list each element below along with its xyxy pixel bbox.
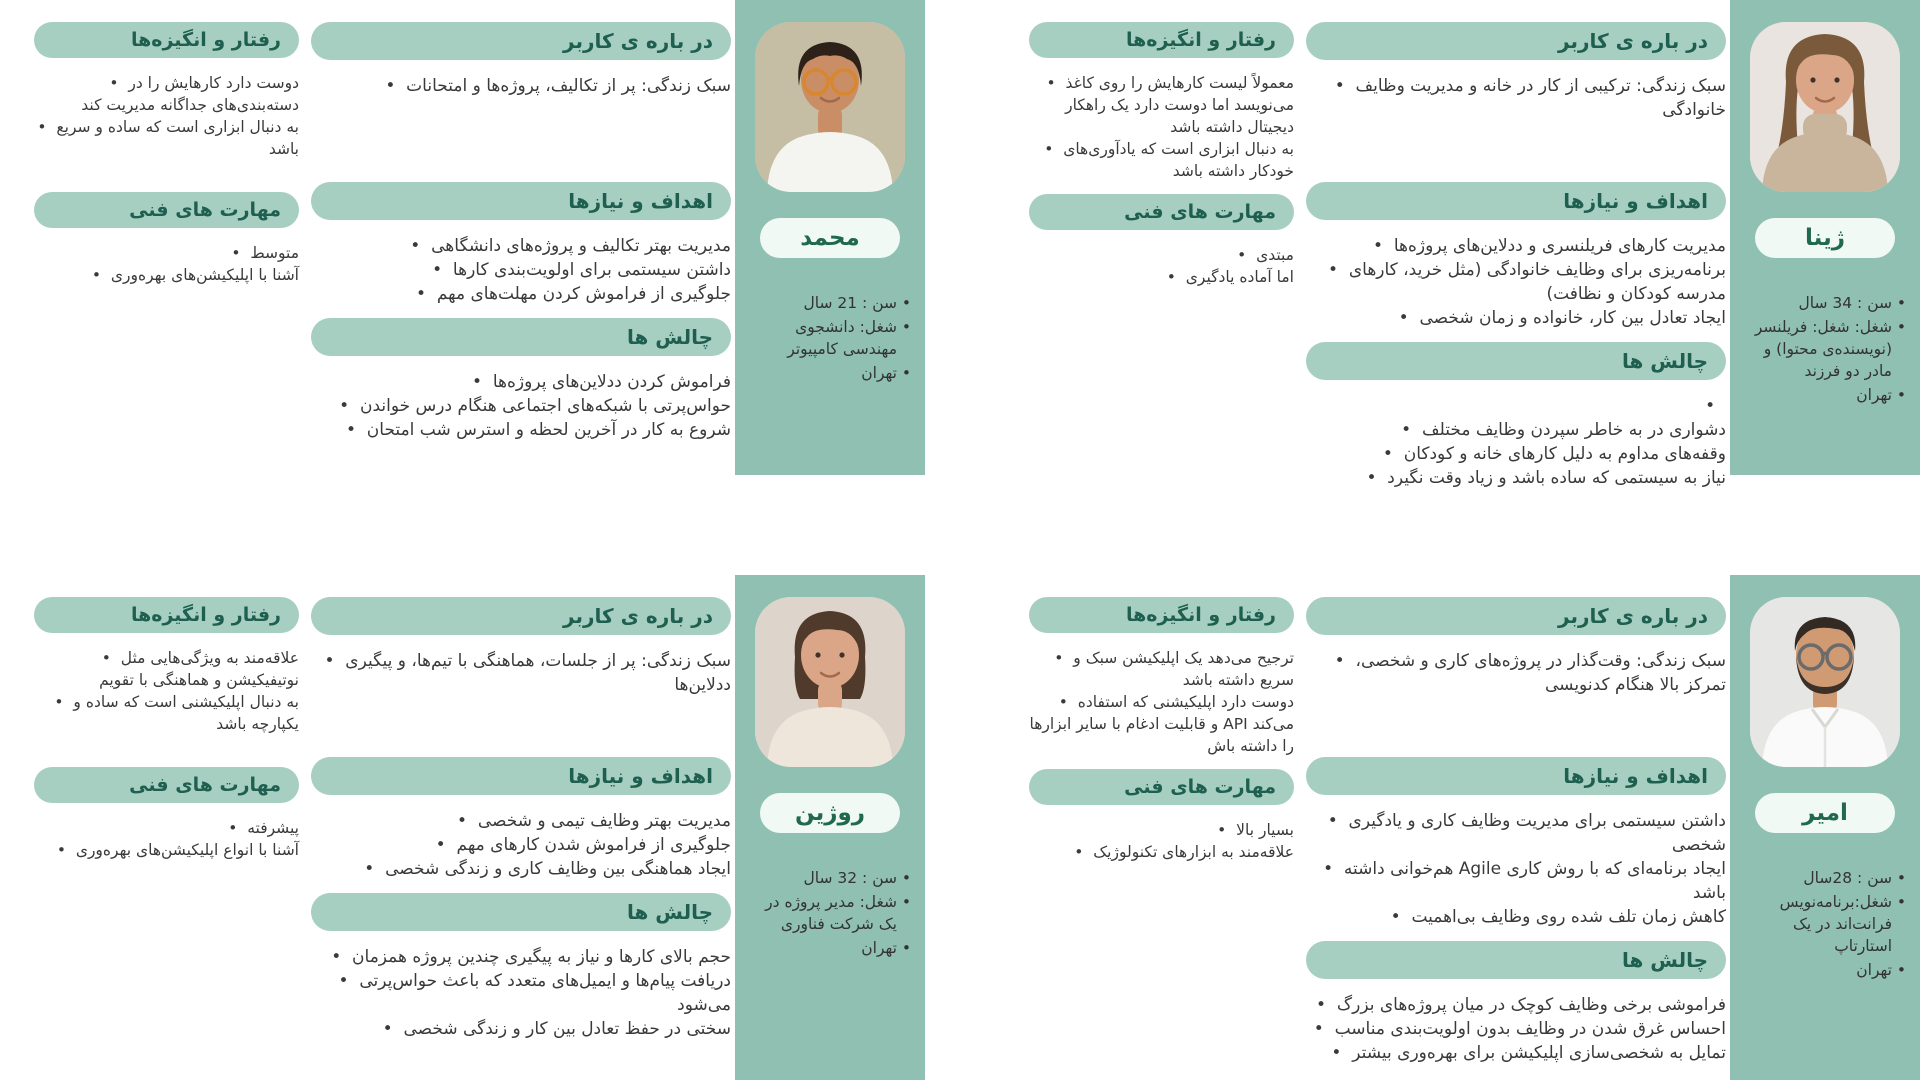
- bullet-text: به دنبال اپلیکیشنی است که ساده و یکپارچه باشد: [73, 693, 299, 733]
- bullet-item: [34, 647, 299, 691]
- bullet-text: تهران: [1856, 961, 1892, 979]
- bullet-text: سن : 28سال: [1803, 869, 1892, 887]
- goals-section-header: [311, 757, 731, 795]
- persona-card: [995, 575, 1920, 1080]
- persona-card: [0, 575, 935, 1080]
- skills-section: [34, 767, 299, 861]
- bullet-item: [34, 264, 299, 286]
- bullet-item: [34, 242, 299, 264]
- goals-section-header: [1306, 757, 1726, 795]
- bullet-text: به دنبال ابزاری است که یادآوری‌های خودکار داشته باشد: [1063, 140, 1294, 180]
- main-column: [1306, 22, 1726, 502]
- bullet-text: داشتن سیستمی برای اولویت‌بندی کارها: [452, 260, 731, 280]
- challenges-section-title: چالش ها: [626, 325, 713, 349]
- behavior-skills-column: [1029, 597, 1294, 875]
- persona-name: محمد: [800, 225, 860, 251]
- bullet-item: [34, 839, 299, 861]
- bullet-text: معمولاً لیست کارهایش را روی کاغذ می‌نویسد اما دوست دارد یک راهکار دیجیتال داشته باشد: [1065, 74, 1294, 136]
- bullet-text: پیشرفته: [247, 819, 299, 837]
- bullet-item: [745, 867, 911, 889]
- bullet-text: حجم بالای کارها و نیاز به پیگیری چندین پروژه همزمان: [352, 947, 731, 967]
- bullet-item: [34, 116, 299, 160]
- bullet-text: تهران: [861, 364, 897, 382]
- behavior-section-header: [34, 22, 299, 58]
- about-section: [311, 22, 731, 170]
- bullet-text: ایجاد تعادل بین کار، خانواده و زمان شخصی: [1419, 308, 1726, 328]
- persona-sidebar: [735, 575, 925, 1080]
- about-list: [311, 74, 731, 98]
- bullet-text: مدیریت بهتر تکالیف و پروژه‌های دانشگاهی: [431, 236, 731, 256]
- bullet-item: [311, 370, 731, 394]
- bullet-item: [1306, 74, 1726, 122]
- bullet-item: [1740, 959, 1906, 981]
- skills-list: [1029, 819, 1294, 863]
- about-section: [311, 597, 731, 745]
- behavior-section-header: [34, 597, 299, 633]
- main-column: [311, 597, 731, 1053]
- bullet-item: [311, 833, 731, 857]
- challenges-section-title: چالش ها: [626, 900, 713, 924]
- skills-section: [1029, 769, 1294, 863]
- bullet-item: [311, 945, 731, 969]
- bullet-item: [311, 418, 731, 442]
- skills-list: [34, 242, 299, 286]
- goals-section: [311, 182, 731, 306]
- bullet-item: [311, 74, 731, 98]
- behavior-skills-column: [34, 22, 299, 298]
- bullet-item: [1306, 306, 1726, 330]
- bullet-item: [1029, 244, 1294, 266]
- challenges-section-header: [311, 893, 731, 931]
- bullet-item: [1306, 466, 1726, 490]
- skills-section-header: [34, 767, 299, 803]
- behavior-section-title: رفتار و انگیزه‌ها: [1125, 604, 1276, 626]
- goals-section-header: [1306, 182, 1726, 220]
- behavior-list: [1029, 647, 1294, 757]
- about-section-title: در باره ی کاربر: [1558, 604, 1708, 628]
- bullet-item: [1306, 993, 1726, 1017]
- persona-card: [0, 0, 935, 540]
- bullet-text: شغل: مدیر پروژه در یک شرکت فناوری: [765, 893, 897, 933]
- bullet-item: [1029, 691, 1294, 757]
- bullet-item: [745, 316, 911, 360]
- bullet-item: [1029, 819, 1294, 841]
- bullet-item: [1740, 316, 1906, 382]
- persona-name-badge: [1755, 793, 1895, 833]
- bullet-item: [34, 817, 299, 839]
- bullet-item: [1306, 905, 1726, 929]
- persona-name-badge: [760, 793, 900, 833]
- bullet-item: [311, 649, 731, 697]
- bullet-text: جلوگیری از فراموش شدن کارهای مهم: [456, 835, 731, 855]
- bullet-item: [1029, 266, 1294, 288]
- skills-section-title: مهارت های فنی: [1124, 776, 1276, 798]
- goals-section-header: [311, 182, 731, 220]
- about-section-title: در باره ی کاربر: [563, 29, 713, 53]
- bullet-text: فراموش کردن ددلاین‌های پروژه‌ها: [492, 372, 731, 392]
- bullet-text: سن : 32 سال: [803, 869, 897, 887]
- goals-section-title: اهداف و نیازها: [568, 764, 713, 788]
- challenges-list: [1306, 993, 1726, 1065]
- bullet-text: سبک زندگی: وقت‌گذار در پروژه‌های کاری و شخصی، تمرکز بالا هنگام کدنویسی: [1355, 651, 1726, 695]
- bullet-item: [1306, 649, 1726, 697]
- behavior-list: [34, 72, 299, 160]
- bullet-item: [1029, 647, 1294, 691]
- behavior-section-title: رفتار و انگیزه‌ها: [1125, 29, 1276, 51]
- persona-photo: [755, 597, 905, 767]
- main-column: [311, 22, 731, 454]
- bullet-item: [311, 1017, 731, 1041]
- bullet-item: [1306, 1017, 1726, 1041]
- bullet-text: علاقه‌مند به ابزارهای تکنولوژیک: [1093, 843, 1294, 861]
- skills-section-header: [34, 192, 299, 228]
- goals-list: [311, 809, 731, 881]
- bullet-text: مدیریت کارهای فریلنسری و ددلاین‌های پروژه‌ها: [1393, 236, 1726, 256]
- goals-list: [1306, 809, 1726, 929]
- bullet-item: [1306, 442, 1726, 466]
- bullet-text: شروع به کار در آخرین لحظه و استرس شب امتحان: [366, 420, 731, 440]
- bullet-item: [1306, 234, 1726, 258]
- bullet-text: شغل:برنامه‌نویس فرانت‌اند در یک استارتاپ: [1779, 893, 1892, 955]
- bullet-text: علاقه‌مند به ویژگی‌هایی مثل نوتیفیکیشن و هماهنگی با تقویم: [99, 649, 299, 689]
- about-list: [1306, 649, 1726, 697]
- bullet-item: [311, 258, 731, 282]
- bullet-item: [1740, 292, 1906, 314]
- persona-sidebar: [1730, 575, 1920, 1080]
- challenges-section: [1306, 342, 1726, 490]
- persona-photo: [755, 22, 905, 192]
- goals-section: [1306, 757, 1726, 929]
- goals-section: [311, 757, 731, 881]
- main-column: [1306, 597, 1726, 1077]
- bullet-item: [311, 394, 731, 418]
- challenges-section-header: [311, 318, 731, 356]
- bullet-item: [311, 282, 731, 306]
- goals-section-title: اهداف و نیازها: [1563, 764, 1708, 788]
- bullet-text: شغل: دانشجوی مهندسی کامپیوتر: [787, 318, 897, 358]
- bullet-text: تمایل به شخصی‌سازی اپلیکیشن برای بهره‌وری بیشتر: [1352, 1043, 1726, 1063]
- behavior-section-title: رفتار و انگیزه‌ها: [130, 604, 281, 626]
- about-section-header: [311, 22, 731, 60]
- bullet-text: سن : 34 سال: [1798, 294, 1892, 312]
- bullet-text: برنامه‌ریزی برای وظایف خانوادگی (مثل خرید، کارهای مدرسه کودکان و نظافت): [1348, 260, 1726, 304]
- bullet-item: [1306, 394, 1726, 418]
- bullet-item: [34, 72, 299, 116]
- persona-name-badge: [760, 218, 900, 258]
- bullet-text: سبک زندگی: ترکیبی از کار در خانه و مدیریت وظایف خانوادگی: [1355, 76, 1726, 120]
- bullet-text: ایجاد هماهنگی بین وظایف کاری و زندگی شخصی: [385, 859, 731, 879]
- about-section-title: در باره ی کاربر: [563, 604, 713, 628]
- skills-section-header: [1029, 769, 1294, 805]
- bullet-item: [1740, 891, 1906, 957]
- bullet-item: [34, 691, 299, 735]
- bullet-text: دوست دارد اپلیکیشنی که استفاده می‌کند API و قابلیت ادغام با سایر ابزارها را داشته باش: [1029, 693, 1294, 755]
- about-section-header: [1306, 22, 1726, 60]
- bullet-item: [1740, 867, 1906, 889]
- skills-section-header: [1029, 194, 1294, 230]
- bullet-text: متوسط: [250, 244, 299, 262]
- skills-section-title: مهارت های فنی: [129, 199, 281, 221]
- behavior-section-title: رفتار و انگیزه‌ها: [130, 29, 281, 51]
- bullet-item: [1306, 1041, 1726, 1065]
- bullet-item: [311, 969, 731, 1017]
- about-section-header: [311, 597, 731, 635]
- bullet-text: فراموشی برخی وظایف کوچک در میان پروژه‌های بزرگ: [1336, 995, 1726, 1015]
- bullet-text: جلوگیری از فراموش کردن مهلت‌های مهم: [436, 284, 731, 304]
- persona-sidebar: [735, 0, 925, 475]
- about-list: [311, 649, 731, 697]
- goals-list: [311, 234, 731, 306]
- bullet-text: دریافت پیام‌ها و ایمیل‌های متعدد که باعث حواس‌پرتی می‌شود: [359, 971, 731, 1015]
- bullet-text: سبک زندگی: پر از تکالیف، پروژه‌ها و امتحانات: [406, 76, 731, 96]
- goals-section-title: اهداف و نیازها: [568, 189, 713, 213]
- about-section: [1306, 597, 1726, 745]
- persona-card: [995, 0, 1920, 540]
- challenges-section: [1306, 941, 1726, 1065]
- challenges-section-header: [1306, 941, 1726, 979]
- bullet-item: [1740, 384, 1906, 406]
- skills-section-title: مهارت های فنی: [129, 774, 281, 796]
- behavior-skills-column: [1029, 22, 1294, 300]
- bullet-item: [1306, 809, 1726, 857]
- persona-sidebar: [1730, 0, 1920, 475]
- bullet-item: [745, 891, 911, 935]
- behavior-section: [34, 22, 299, 180]
- bullet-text: نیاز به سیستمی که ساده باشد و زیاد وقت نگیرد: [1387, 468, 1726, 488]
- bullet-text: سختی در حفظ تعادل بین کار و زندگی شخصی: [403, 1019, 731, 1039]
- bullet-text: وقفه‌های مداوم به دلیل کارهای خانه و کودکان: [1403, 444, 1726, 464]
- behavior-section: [34, 597, 299, 755]
- persona-photo: [1750, 22, 1900, 192]
- about-section-title: در باره ی کاربر: [1558, 29, 1708, 53]
- bullet-text: ترجیح می‌دهد یک اپلیکیشن سبک و سریع داشته باشد: [1073, 649, 1294, 689]
- skills-section: [1029, 194, 1294, 288]
- bullet-item: [745, 937, 911, 959]
- challenges-list: [311, 945, 731, 1041]
- bullet-item: [311, 809, 731, 833]
- bullet-item: [1029, 72, 1294, 138]
- skills-section: [34, 192, 299, 286]
- bullet-text: ایجاد برنامه‌ای که با روش کاری Agile هم‌خوانی داشته باشد: [1343, 859, 1726, 903]
- bullet-text: سن : 21 سال: [803, 294, 897, 312]
- behavior-list: [34, 647, 299, 735]
- challenges-section: [311, 318, 731, 442]
- persona-photo: [1750, 597, 1900, 767]
- about-section: [1306, 22, 1726, 170]
- skills-list: [34, 817, 299, 861]
- goals-section: [1306, 182, 1726, 330]
- bullet-text: حواس‌پرتی با شبکه‌های اجتماعی هنگام درس خواندن: [360, 396, 731, 416]
- behavior-list: [1029, 72, 1294, 182]
- bullet-text: مبتدی: [1256, 246, 1294, 264]
- bullet-text: آشنا با اپلیکیشن‌های بهره‌وری: [110, 266, 299, 284]
- bullet-text: مدیریت بهتر وظایف تیمی و شخصی: [477, 811, 731, 831]
- behavior-section: [1029, 22, 1294, 182]
- challenges-section-header: [1306, 342, 1726, 380]
- about-section-header: [1306, 597, 1726, 635]
- bullet-text: به دنبال ابزاری است که ساده و سریع باشد: [56, 118, 299, 158]
- bullet-text: کاهش زمان تلف شده روی وظایف بی‌اهمیت: [1411, 907, 1726, 927]
- bullet-text: شغل: شغل: فریلنسر (نویسنده‌ی محتوا) و مادر دو فرزند: [1754, 318, 1892, 380]
- bullet-text: احساس غرق شدن در وظایف بدون اولویت‌بندی مناسب: [1334, 1019, 1726, 1039]
- bullet-text: آشنا با انواع اپلیکیشن‌های بهره‌وری: [75, 841, 299, 859]
- bullet-item: [745, 362, 911, 384]
- behavior-section: [1029, 597, 1294, 757]
- bullet-item: [745, 292, 911, 314]
- about-list: [1306, 74, 1726, 122]
- bullet-text: اما آماده یادگیری: [1185, 268, 1294, 286]
- bullet-item: [1306, 857, 1726, 905]
- bullet-text: سبک زندگی: پر از جلسات، هماهنگی با تیم‌ها، و پیگیری ددلاین‌ها: [345, 651, 731, 695]
- persona-details-list: [1730, 292, 1920, 406]
- bullet-item: [311, 857, 731, 881]
- persona-name: ژینا: [1805, 225, 1845, 251]
- bullet-item: [1306, 258, 1726, 306]
- goals-section-title: اهداف و نیازها: [1563, 189, 1708, 213]
- bullet-text: بسیار بالا: [1236, 821, 1294, 839]
- bullet-text: دوست دارد کارهایش را در دسته‌بندی‌های جداگانه مدیریت کند: [81, 74, 299, 114]
- bullet-text: داشتن سیستمی برای مدیریت وظایف کاری و یادگیری شخصی: [1348, 811, 1726, 855]
- persona-details-list: [735, 292, 925, 384]
- bullet-text: تهران: [1856, 386, 1892, 404]
- challenges-section-title: چالش ها: [1621, 349, 1708, 373]
- challenges-list: [311, 370, 731, 442]
- behavior-section-header: [1029, 597, 1294, 633]
- persona-name: روژین: [794, 800, 866, 826]
- bullet-item: [311, 234, 731, 258]
- challenges-section: [311, 893, 731, 1041]
- skills-list: [1029, 244, 1294, 288]
- bullet-item: [1029, 841, 1294, 863]
- bullet-item: [1029, 138, 1294, 182]
- goals-list: [1306, 234, 1726, 330]
- skills-section-title: مهارت های فنی: [1124, 201, 1276, 223]
- challenges-section-title: چالش ها: [1621, 948, 1708, 972]
- persona-details-list: [735, 867, 925, 959]
- bullet-item: [1306, 418, 1726, 442]
- bullet-text: تهران: [861, 939, 897, 957]
- challenges-list: [1306, 394, 1726, 490]
- persona-name-badge: [1755, 218, 1895, 258]
- bullet-text: دشواری در به خاطر سپردن وظایف مختلف: [1422, 420, 1726, 440]
- behavior-skills-column: [34, 597, 299, 873]
- persona-name: امیر: [1802, 800, 1848, 826]
- behavior-section-header: [1029, 22, 1294, 58]
- persona-details-list: [1730, 867, 1920, 981]
